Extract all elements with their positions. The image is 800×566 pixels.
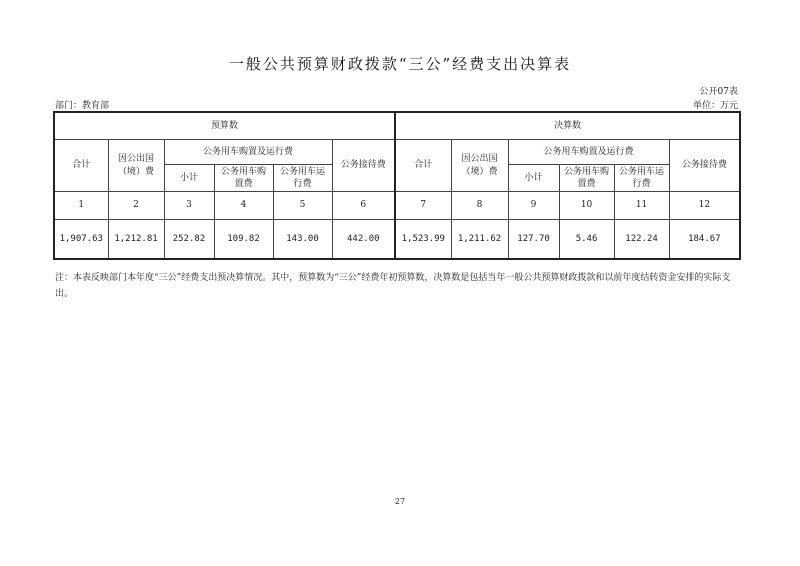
- column-number: 7: [395, 192, 451, 220]
- value-cell: 127.70: [508, 220, 559, 260]
- page-title: 一般公共预算财政拨款“三公”经费支出决算表: [228, 55, 572, 73]
- final-total-header: 合计: [395, 140, 451, 192]
- column-number: 9: [508, 192, 559, 220]
- value-cell: 109.82: [214, 220, 273, 260]
- unit-label: 单位：万元: [692, 101, 738, 111]
- column-number: 4: [214, 192, 273, 220]
- budget-reception-header: 公务接待费: [332, 140, 395, 192]
- page-number: 27: [394, 497, 406, 506]
- value-cell: 122.24: [614, 220, 669, 260]
- budget-subtotal-header: 小计: [164, 165, 214, 192]
- value-cell: 1,211.62: [451, 220, 508, 260]
- value-cell: 143.00: [273, 220, 332, 260]
- budget-total-header: 合计: [54, 140, 108, 192]
- budget-vehicle-group-header: 公务用车购置及运行费: [164, 140, 332, 165]
- final-abroad-header: 因公出国（境）费: [451, 140, 508, 192]
- value-row: [54, 220, 740, 260]
- value-cell: 442.00: [332, 220, 395, 260]
- final-purchase-header: 公务用车购置费: [559, 165, 614, 192]
- column-number: 5: [273, 192, 332, 220]
- group-header-row: [54, 112, 740, 140]
- column-header-row: [54, 140, 740, 165]
- value-cell: 1,907.63: [54, 220, 108, 260]
- table-note: 注：本表反映部门本年度“三公”经费支出预决算情况。其中，预算数为“三公”经费年初预算数，决算数是包括当年一般公共预算财政拨款和以前年度结转资金安排的实际支出。: [55, 273, 731, 299]
- department-label: 部门：教育部: [55, 101, 110, 111]
- final-reception-header: 公务接待费: [669, 140, 740, 192]
- column-number: 2: [108, 192, 164, 220]
- value-cell: 5.46: [559, 220, 614, 260]
- value-cell: 1,523.99: [395, 220, 451, 260]
- value-cell: 252.82: [164, 220, 214, 260]
- budget-operation-header: 公务用车运行费: [273, 165, 332, 192]
- column-number: 3: [164, 192, 214, 220]
- final-subtotal-header: 小计: [508, 165, 559, 192]
- budget-purchase-header: 公务用车购置费: [214, 165, 273, 192]
- value-cell: 1,212.81: [108, 220, 164, 260]
- column-number: 12: [669, 192, 740, 220]
- column-number-row: [54, 192, 740, 220]
- column-number: 1: [54, 192, 108, 220]
- form-number: 公开07表: [699, 87, 738, 97]
- expenditure-table: [53, 111, 741, 260]
- final-operation-header: 公务用车运行费: [614, 165, 669, 192]
- column-number: 10: [559, 192, 614, 220]
- final-group-header: 决算数: [395, 112, 740, 140]
- column-number: 11: [614, 192, 669, 220]
- column-number: 8: [451, 192, 508, 220]
- budget-group-header: 预算数: [54, 112, 395, 140]
- column-number: 6: [332, 192, 395, 220]
- value-cell: 184.67: [669, 220, 740, 260]
- final-vehicle-group-header: 公务用车购置及运行费: [508, 140, 669, 165]
- budget-abroad-header: 因公出国（境）费: [108, 140, 164, 192]
